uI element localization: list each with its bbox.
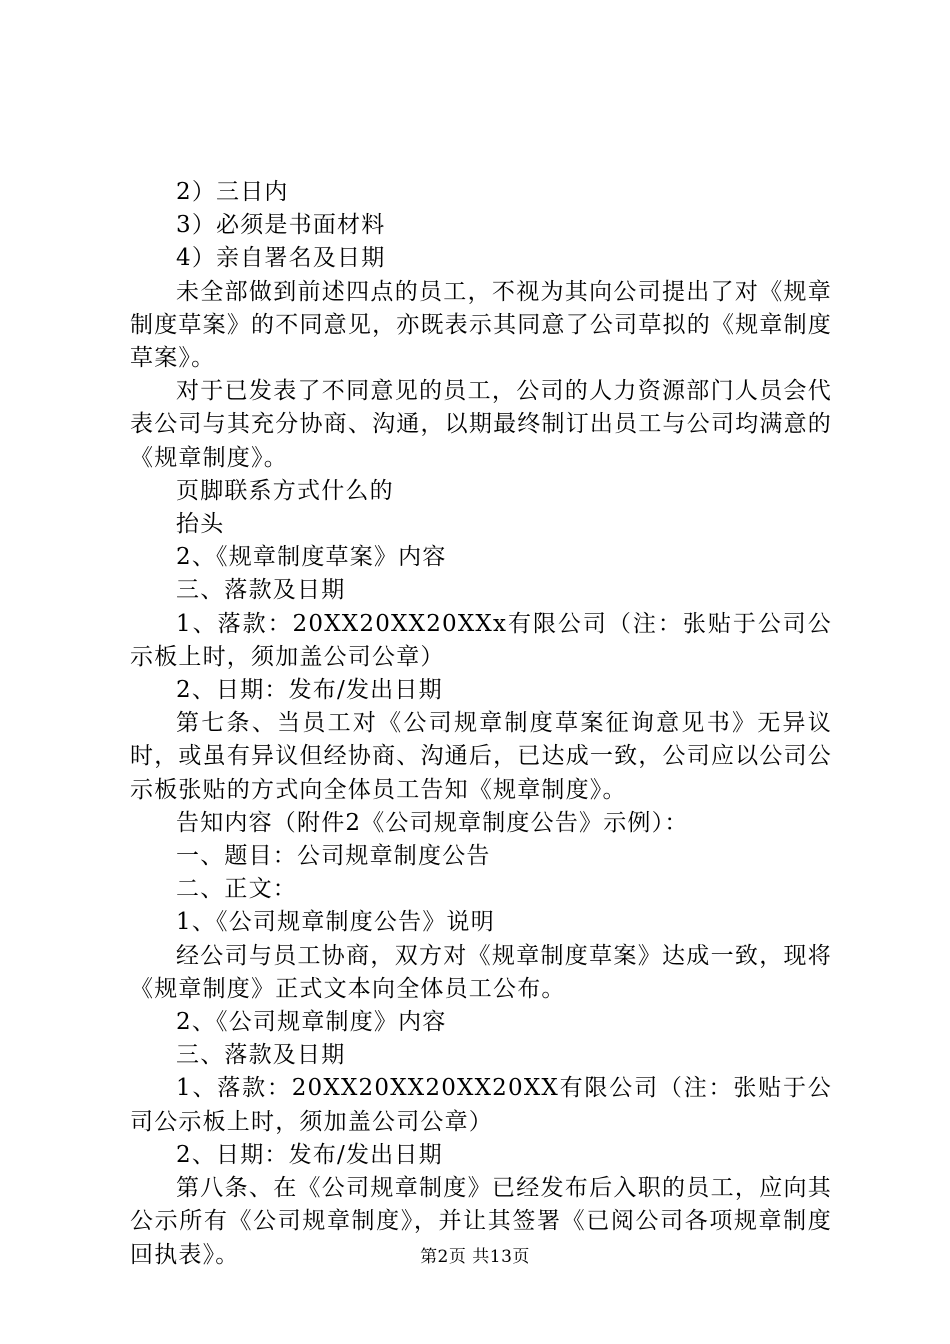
paragraph: 一、题目：公司规章制度公告 — [176, 843, 491, 870]
paragraph: 第八条、在《公司规章制度》已经发布后入职的员工，应向其公示所有《公司规章制度》，并让其签署《已阅公司各项规章制度回执表》。 — [130, 1175, 832, 1268]
paragraph: 2、日期：发布/发出日期 — [176, 677, 443, 704]
document-body — [130, 176, 832, 1272]
paragraph: 三、落款及日期 — [176, 1042, 346, 1069]
paragraph: 经公司与员工协商，双方对《规章制度草案》达成一致，现将《规章制度》正式文本向全体员工公布。 — [130, 942, 832, 1002]
paragraph: 未全部做到前述四点的员工，不视为其向公司提出了对《规章制度草案》的不同意见，亦既表示其同意了公司草拟的《规章制度草案》。 — [130, 278, 832, 372]
paragraph: 对于已发表了不同意见的员工，公司的人力资源部门人员会代表公司与其充分协商、沟通，以期最终制订出员工与公司均满意的《规章制度》。 — [130, 378, 832, 471]
paragraph: 二、正文： — [176, 876, 297, 903]
paragraph: 1、落款：20XX20XX20XX20XX有限公司（注：张贴于公司公示板上时，须加盖公司公章） — [130, 1075, 832, 1135]
paragraph: 2、《规章制度草案》内容 — [176, 544, 447, 571]
paragraph: 第七条、当员工对《公司规章制度草案征询意见书》无异议时，或虽有异议但经协商、沟通后，已达成一致，公司应以公司公示板张贴的方式向全体员工告知《规章制度》。 — [130, 710, 832, 803]
paragraph: 页脚联系方式什么的 — [176, 477, 394, 504]
paragraph: 抬头 — [176, 511, 225, 538]
paragraph: 3）必须是书面材料 — [176, 212, 386, 239]
page-footer: 第2页 共13页 — [420, 1247, 530, 1267]
paragraph: 2）三日内 — [176, 179, 289, 205]
paragraph: 告知内容（附件2《公司规章制度公告》示例）： — [176, 809, 689, 836]
paragraph: 2、日期：发布/发出日期 — [176, 1141, 443, 1168]
paragraph: 1、落款：20XX20XX20XXx有限公司（注：张贴于公司公示板上时，须加盖公司公章） — [130, 610, 832, 670]
paragraph: 1、《公司规章制度公告》说明 — [176, 909, 495, 936]
paragraph: 4）亲自署名及日期 — [176, 245, 386, 272]
paragraph: 三、落款及日期 — [176, 577, 346, 604]
paragraph: 2、《公司规章制度》内容 — [176, 1009, 447, 1036]
